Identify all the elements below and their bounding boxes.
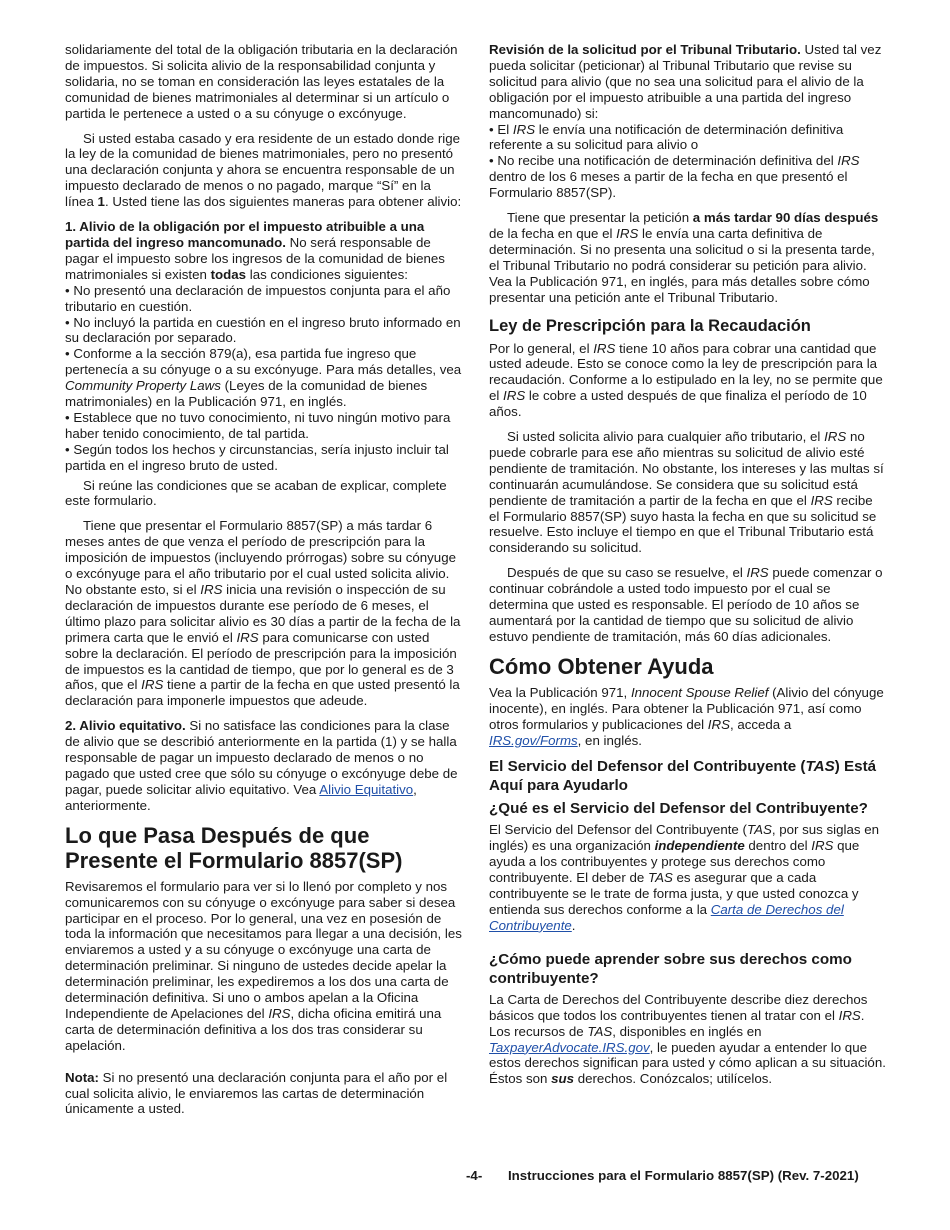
- footer-title: Instrucciones para el Formulario 8857(SP) (Rev. 7-2021): [507, 1168, 859, 1183]
- bullet-item: • No incluyó la partida en cuestión en el ingreso bruto informado en su declaración por separado.: [65, 314, 461, 346]
- right-column: [489, 42, 886, 1096]
- heading-after-filing: Lo que Pasa Después de que Presente el Formulario 8857(SP): [65, 822, 403, 873]
- bullet-item: • Según todos los hechos y circunstancias, sería injusto incluir tal partida en el ingreso bruto de usted.: [65, 441, 449, 473]
- tax-court-review: Revisión de la solicitud por el Tribunal Tributario. Usted tal vez pueda solicitar (peticionar) al Tribunal Tributario que revise su solicitud para alivio (que no sea una solicitud para el alivio de la obligación por el impuesto atribuible a una partida del ingreso mancomunado) si:: [489, 42, 882, 121]
- section-1-intro: 1. Alivio de la obligación por el impuesto atribuible a una partida del ingreso mancomunado. No será responsable de pagar el impuesto sobre los ingresos de la comunidad de bienes matrimoniales si existen todas las condiciones siguientes:: [65, 219, 445, 282]
- paragraph-review-process: Revisaremos el formulario para ver si lo llenó por completo y nos comunicaremos con su cónyuge o excónyuge para saber si desea participar en el proceso. Por lo general, una vez en posesión de toda la información que necesitamos para llegar a una decisión, les enviaremos a usted y a su cónyuge o excónyuge una carta de determinación preliminar. Si ninguno de ustedes decide apelar la determinación preliminar, les expediremos a los dos una carta de determinación definitiva. Si uno o ambos apelan a la Oficina Independiente de Apelaciones del IRS, dicha oficina emitirá una carta de determinación definitiva a los dos tras considerar su apelación.: [65, 878, 462, 1053]
- heading-learn-rights: ¿Cómo puede aprender sobre sus derechos como contribuyente?: [489, 950, 852, 987]
- bullet-item: • El IRS le envía una notificación de determinación definitiva referente a su solicitud para alivio o: [489, 121, 844, 153]
- paragraph-deadline: Tiene que presentar el Formulario 8857(SP) a más tardar 6 meses antes de que venza el período de prescripción para la imposición de impuestos (incluyendo prórrogas) sobre su cónyuge o excónyuge para el año tributario por el cual usted solicita alivio. No obstante esto, si el IRS inicia una revisión o inspección de su declaración de impuestos durante ese período de 6 meses, el último plazo para solicitar alivio es 30 días a partir de la fecha de la primera carta que le envió el IRS para comunicarse con usted sobre la declaración. El período de prescripción para la imposición de impuestos es la cantidad de tiempo, que por lo general es de 3 años, que el IRS tiene a partir de la fecha en que usted presentó la declaración para imponerle impuestos que adeude.: [65, 518, 461, 709]
- paragraph-collection-2: Si usted solicita alivio para cualquier año tributario, el IRS no puede cobrarle para ese año mientras su solicitud de alivio esté pendiente de tramitación. No obstante, los intereses y las multas sí continuarán acumulándose. Se considera que su solicitud está pendiente de tramitación a partir de la fecha en que el IRS recibe el Formulario 8857(SP) suyo hasta la fecha en que su solicitud se resuelve. Esto incluye el tiempo en que el Tribunal Tributario está considerando su solicitud.: [489, 429, 884, 556]
- bullet-item: • No presentó una declaración de impuestos conjunta para el año tributario en cuestión.: [65, 282, 451, 314]
- paragraph-tas-description: El Servicio del Defensor del Contribuyente (TAS, por sus siglas en inglés) es una organización independiente dentro del IRS que ayuda a los contribuyentes y protege sus derechos como contribuyente. El deber de TAS es asegurar que a cada contribuyente se le trate de forma justa, y que usted conozca y entienda sus derechos conforme a la Carta de Derechos del Contribuyente.: [489, 822, 879, 933]
- bullet-item: • Establece que no tuvo conocimiento, ni tuvo ningún motivo para haber tenido conocimiento, de tal partida.: [65, 409, 451, 441]
- paragraph-collection-1: Por lo general, el IRS tiene 10 años para cobrar una cantidad que usted adeude. Esto se conoce como la ley de prescripción para la recaudación. Conforme a lo estipulado en la ley, no se permite que el IRS le cobre a usted después de que finaliza el período de 10 años.: [489, 340, 883, 420]
- taxpayer-advocate-link[interactable]: TaxpayerAdvocate.IRS.gov: [489, 1039, 650, 1055]
- alivio-equitativo-link[interactable]: Alivio Equitativo: [319, 781, 414, 797]
- heading-taxpayer-advocate: El Servicio del Defensor del Contribuyente (TAS) Está Aquí para Ayudarlo: [489, 758, 877, 795]
- left-column: [65, 42, 462, 1126]
- note-paragraph: Nota: Si no presentó una declaración conjunta para el año por el cual solicita alivio, le enviaremos las cartas de determinación únicamente a usted.: [65, 1069, 448, 1117]
- page-footer: [466, 1168, 886, 1184]
- taxpayer-bill-of-rights-link[interactable]: Carta de Derechos del Contribuyente: [489, 901, 844, 933]
- paragraph-petition: Tiene que presentar la petición a más tardar 90 días después de la fecha en que el IRS le envía una carta definitiva de determinación. Si no presenta una solicitud o si la presenta tarde, el Tribunal Tributario no podrá considerar su petición para alivio. Vea la Publicación 971, en inglés, para más detalles sobre cómo presentar una petición ante el Tribunal Tributario.: [489, 210, 879, 305]
- bullet-item: • Conforme a la sección 879(a), esa partida fue ingreso que pertenecía a su cónyuge o a su excónyuge. Para más detalles, vea Community Property Laws (Leyes de la comunidad de bienes matrimoniales) en la Publicación 971, en inglés.: [65, 346, 462, 410]
- paragraph-joint-liability: solidariamente del total de la obligación tributaria en la declaración de impuestos. Si solicita alivio de la responsabilidad conjunta y solidaria, no se toman en consideración las leyes estatales de la comunidad de bienes matrimoniales al determinar si un artículo o partida le pertenece a usted o a su cónyuge o excónyuge.: [65, 42, 458, 121]
- heading-what-is-tas: ¿Qué es el Servicio del Defensor del Contribuyente?: [489, 800, 868, 818]
- paragraph-get-help: Vea la Publicación 971, Innocent Spouse Relief (Alivio del cónyuge inocente), en inglés. Para obtener la Publicación 971, así como otros formularios y publicaciones del IRS, acceda a IRS.gov/Forms, en inglés.: [489, 684, 884, 748]
- section-2-equitable-relief: 2. Alivio equitativo. Si no satisface las condiciones para la clase de alivio que se describió anteriormente en la partida (1) y se halla responsable de pagar un impuesto declarado de menos o no pagado que usted cree que sólo su cónyuge o excónyuge debe de pagar, puede solicitar alivio equitativo. Vea Alivio Equitativo, anteriormente.: [65, 718, 458, 813]
- paragraph-taxpayer-rights: La Carta de Derechos del Contribuyente describe diez derechos básicos que todos los contribuyentes tienen al tratar con el IRS. Los recursos de TAS, disponibles en inglés en TaxpayerAdvocate.IRS.gov, le pueden ayudar a entender lo que estos derechos significan para usted y cómo aplican a su situación. Éstos son sus derechos. Conózcalos; utilícelos.: [489, 991, 886, 1087]
- paragraph-collection-3: Después de que su caso se resuelve, el IRS puede comenzar o continuar cobrándole a usted todo impuesto por el cual se determina que usted es responsable. El período de 10 años se aumentará por la cantidad de tiempo que su solicitud de alivio estuvo pendiente de tramitación, más 60 días adicionales.: [489, 565, 883, 644]
- heading-get-help: Cómo Obtener Ayuda: [489, 653, 714, 679]
- bullet-item: • No recibe una notificación de determinación definitiva del IRS dentro de los 6 meses a partir de la fecha en que presentó el Formulario 8857(SP).: [489, 153, 860, 201]
- heading-collection-statute: Ley de Prescripción para la Recaudación: [489, 316, 811, 335]
- paragraph-community-property: Si usted estaba casado y era residente de un estado donde rige la ley de la comunidad de bienes matrimoniales, pero no presentó una declaración conjunta y ahora se encuentra responsable de un impuesto declarado de menos o no pagado, marque “Sí” en la línea 1. Usted tiene las dos siguientes maneras para obtener alivio:: [65, 130, 462, 210]
- page-number: -4-: [466, 1168, 483, 1183]
- irs-forms-link[interactable]: IRS.gov/Forms: [489, 732, 578, 748]
- paragraph-complete-form: Si reúne las condiciones que se acaban de explicar, complete este formulario.: [65, 477, 447, 509]
